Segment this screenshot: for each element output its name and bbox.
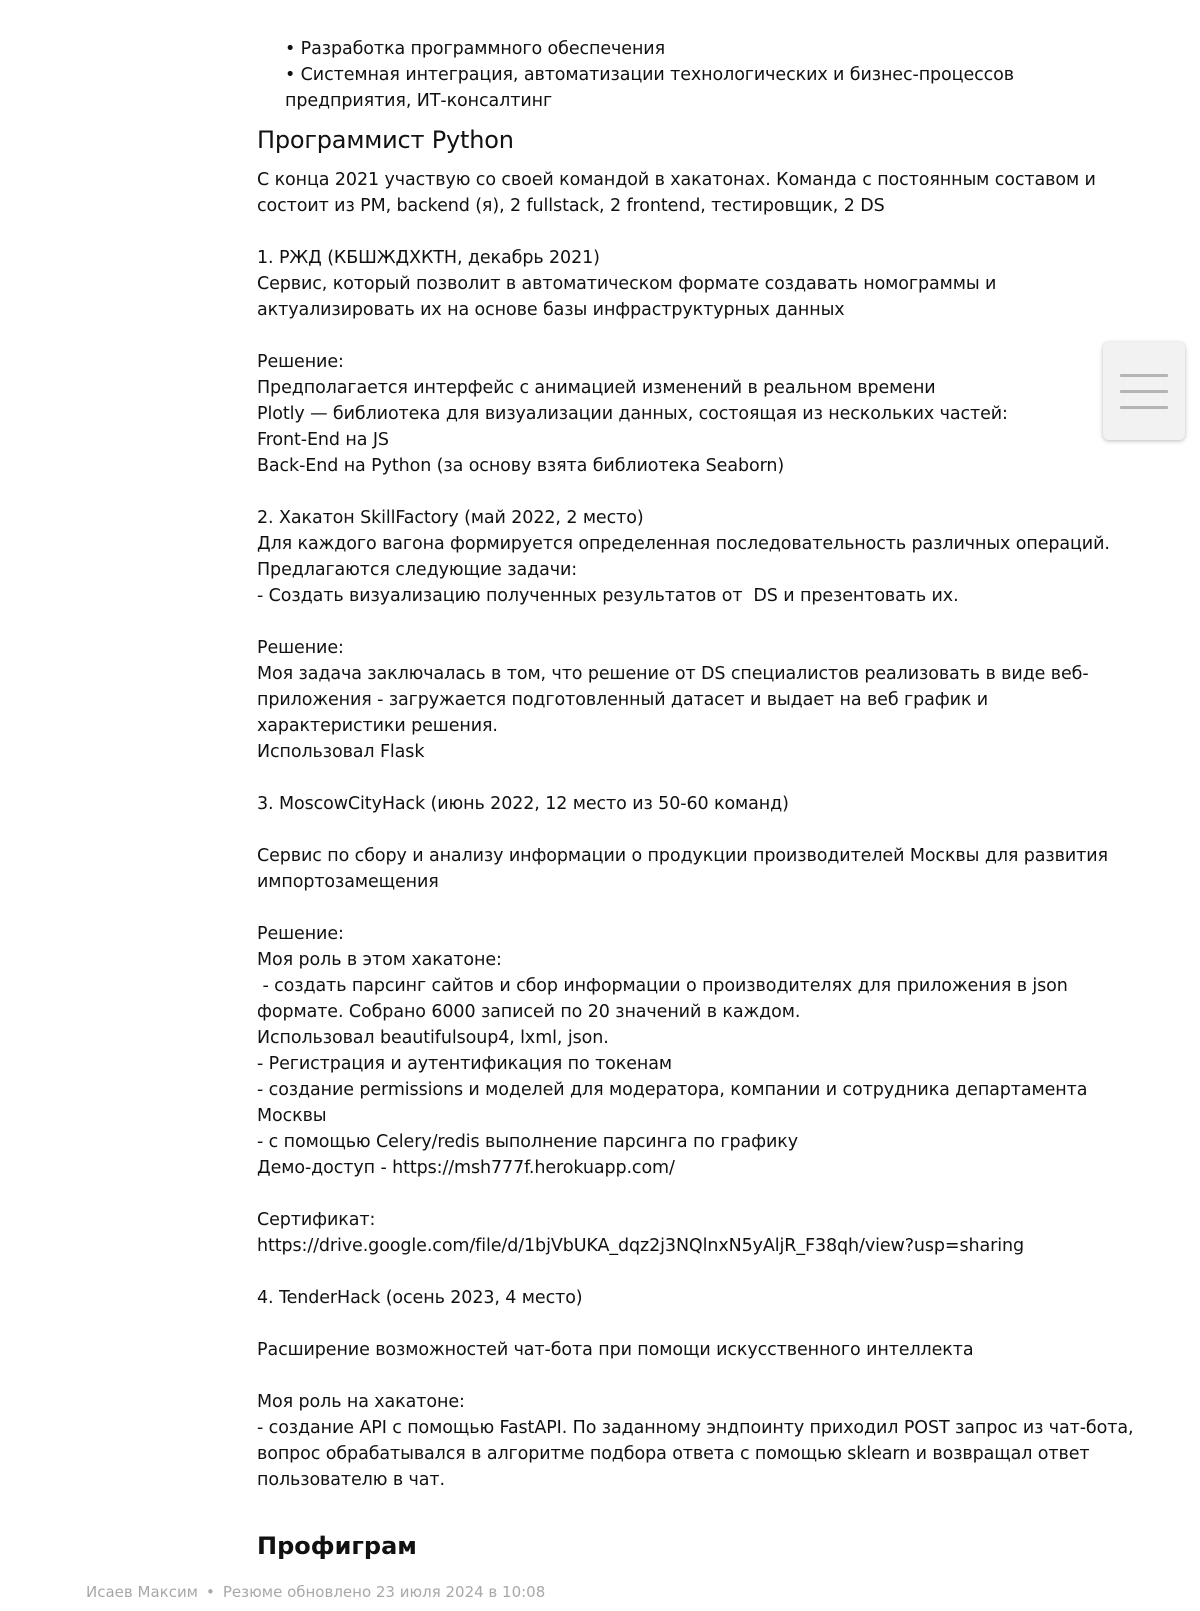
job-title: Программист Python	[257, 126, 514, 154]
hamburger-menu-icon	[1120, 390, 1168, 393]
section-title: Профиграм	[257, 1532, 417, 1560]
activity-list	[285, 36, 1145, 114]
activity-item: • Системная интеграция, автоматизации технологических и бизнес-процессов предприятия, ИТ-консалтинг	[285, 65, 1015, 111]
hamburger-menu-icon	[1120, 406, 1168, 409]
footer-separator: •	[206, 1583, 215, 1601]
footer-name: Исаев Максим	[86, 1583, 199, 1601]
footer-updated: Резюме обновлено 23 июля 2024 в 10:08	[222, 1583, 546, 1601]
hamburger-menu-button[interactable]	[1103, 342, 1185, 440]
job-description: С конца 2021 участвую со своей командой в хакатонах. Команда с постоянным составом и состоит из PM, backend (я), 2 fullstack, 2 frontend, тестировщик, 2 DS 1. РЖД (КБШЖДХКТН, декабрь 2021) Сервис, который позволит в автоматическом формате создавать номограммы и актуализировать их на основе базы инфраструктурных данных Решение: Предполагается интерфейс с анимацией изменений в реальном времени Plotly — библиотека для визуализации данных, состоящая из нескольких частей: Front-End на JS Back-End на Python (за основу взята библиотека Seaborn) 2. Хакатон SkillFactory (май 2022, 2 место) Для каждого вагона формируется определенная последовательность различных операций. Предлагаются следующие задачи: - Создать визуализацию полученных результатов от DS и презентовать их. Решение: Моя задача заключалась в том, что решение от DS специалистов реализовать в виде веб-приложения - загружается подготовленный датасет и выдает на веб график и характеристики решения. Использовал Flask 3. MoscowCityHack (июнь 2022, 12 место из 50-60 команд) Сервис по сбору и анализу информации о продукции производителей Москвы для развития импортозамещения Решение: Моя роль в этом хакатоне: - создать парсинг сайтов и сбор информации о производителях для приложения в json формате. Собрано 6000 записей по 20 значений в каждом. Использовал beautifulsoup4, lxml, json. - Регистрация и аутентификация по токенам - создание permissions и моделей для модератора, компании и сотрудника департамента Москвы - с помощью Celery/redis выполнение парсинга по графику Демо-доступ - https://msh777f.herokuapp.com/ Сертификат: https://drive.google.com/file/d/1bjVbUKA_dqz2j3NQlnxN5yAljR_F38qh/view?usp=sharing 4. TenderHack (осень 2023, 4 место) Расширение возможностей чат-бота при помощи искусственного интеллекта Моя роль на хакатоне: - создание API с помощью FastAPI. По заданному эндпоинту приходил POST запрос из чат-бота, вопрос обрабатывался в алгоритме подбора ответа с помощью sklearn и возвращал ответ пользователю в чат.	[257, 170, 1134, 1490]
page-footer	[86, 1582, 545, 1602]
hamburger-menu-icon	[1120, 374, 1168, 377]
activity-item: • Разработка программного обеспечения	[285, 39, 665, 59]
